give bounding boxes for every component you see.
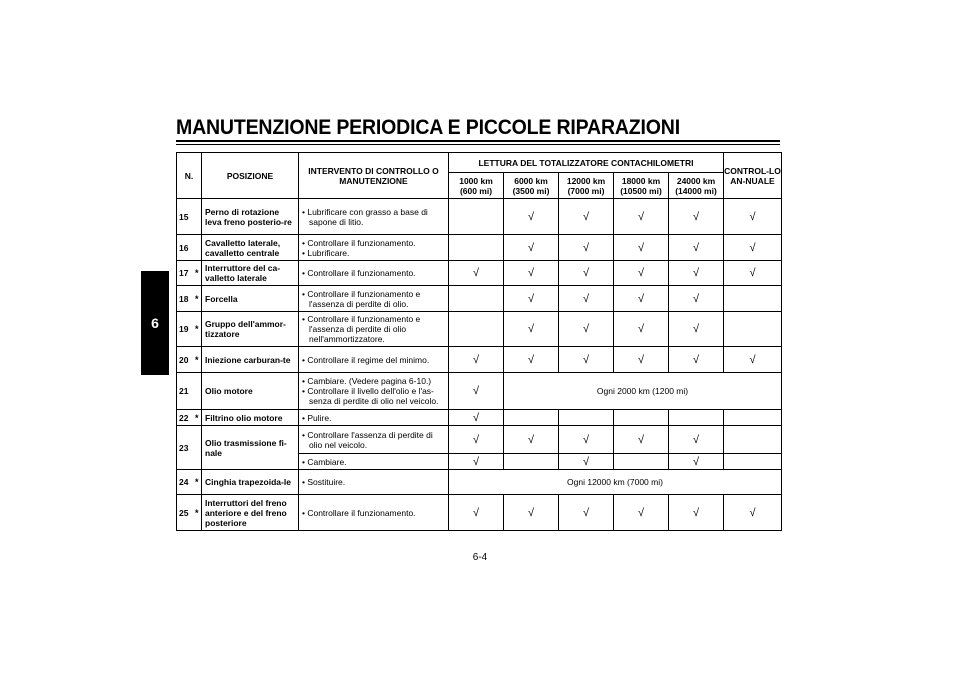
title-rule-thin xyxy=(176,144,780,145)
check-cell xyxy=(724,286,782,312)
action-item: • Lubrificare. xyxy=(302,247,350,258)
action-cell xyxy=(299,286,449,312)
item-position: Perno di rotazione leva freno posterio-re xyxy=(202,199,299,235)
periodic-service-star: * xyxy=(193,261,202,286)
interval-note: Ogni 2000 km (1200 mi) xyxy=(504,373,782,410)
check-cell: √ xyxy=(449,454,504,470)
periodic-service-star: * xyxy=(193,470,202,495)
periodic-service-star xyxy=(193,199,202,235)
check-cell: √ xyxy=(614,261,669,286)
check-cell xyxy=(614,410,669,426)
action-item: • Controllare il funzionamento. xyxy=(302,507,416,518)
action-cell xyxy=(299,199,449,235)
check-cell xyxy=(504,410,559,426)
table-row xyxy=(177,470,782,495)
check-cell: √ xyxy=(559,261,614,286)
table-row xyxy=(177,312,782,347)
action-item: • Sostituire. xyxy=(302,477,346,487)
item-position: Interruttore del ca-valletto laterale xyxy=(202,261,299,286)
title-rule xyxy=(176,140,780,142)
check-cell xyxy=(559,410,614,426)
action-cell xyxy=(299,495,449,531)
check-cell xyxy=(724,410,782,426)
item-number: 15 xyxy=(177,199,193,235)
interval-km: 6000 km xyxy=(514,175,548,186)
check-cell: √ xyxy=(504,261,559,286)
item-number: 22 xyxy=(177,410,193,426)
interval-note: Ogni 12000 km (7000 mi) xyxy=(449,470,782,495)
check-cell: √ xyxy=(669,495,724,531)
item-position: Iniezione carburan-te xyxy=(202,347,299,373)
check-cell: √ xyxy=(559,495,614,531)
action-cell xyxy=(299,410,449,426)
check-cell: √ xyxy=(614,426,669,454)
check-cell: √ xyxy=(504,347,559,373)
action-cell xyxy=(299,235,449,261)
header-n: N. xyxy=(177,153,202,199)
table-row xyxy=(177,286,782,312)
check-cell: √ xyxy=(449,373,504,410)
header-interval xyxy=(614,173,669,199)
check-cell: √ xyxy=(669,454,724,470)
page-number: 6-4 xyxy=(472,552,488,563)
interval-km: 1000 km xyxy=(459,175,493,186)
table-row xyxy=(177,199,782,235)
check-cell: √ xyxy=(504,286,559,312)
action-item: • Controllare il funzionamento. xyxy=(302,268,416,278)
check-cell xyxy=(449,235,504,261)
action-item: • Controllare il funzionamento. xyxy=(302,237,416,248)
item-position: Cavalletto laterale, cavalletto centrale xyxy=(202,235,299,261)
check-cell: √ xyxy=(559,312,614,347)
interval-km: 12000 km xyxy=(566,175,606,186)
table-row xyxy=(177,410,782,426)
check-cell: √ xyxy=(559,347,614,373)
check-cell: √ xyxy=(724,235,782,261)
check-cell: √ xyxy=(669,286,724,312)
action-cell xyxy=(299,454,449,470)
action-item: • Cambiare. (Vedere pagina 6-10.) xyxy=(302,376,432,386)
interval-km: 24000 km xyxy=(676,175,716,186)
check-cell xyxy=(614,454,669,470)
item-position: Olio motore xyxy=(202,373,299,410)
interval-mi: (7000 mi) xyxy=(567,185,605,196)
header-annual-control: CONTROL-LO AN-NUALE xyxy=(724,153,782,199)
check-cell: √ xyxy=(559,454,614,470)
check-cell: √ xyxy=(724,199,782,235)
item-number: 21 xyxy=(177,373,193,410)
action-cell xyxy=(299,261,449,286)
check-cell: √ xyxy=(614,495,669,531)
check-cell: √ xyxy=(614,347,669,373)
action-item: • Controllare il funzionamento e l'assenza di perdite di olio. xyxy=(302,288,421,309)
check-cell: √ xyxy=(559,286,614,312)
periodic-service-star xyxy=(193,426,202,470)
check-cell: √ xyxy=(559,199,614,235)
item-number: 19 xyxy=(177,312,193,347)
check-cell: √ xyxy=(504,495,559,531)
item-number: 23 xyxy=(177,426,193,470)
header-position: POSIZIONE xyxy=(202,153,299,199)
check-cell xyxy=(449,312,504,347)
check-cell: √ xyxy=(724,347,782,373)
check-cell: √ xyxy=(614,312,669,347)
check-cell: √ xyxy=(449,410,504,426)
table-row xyxy=(177,235,782,261)
action-item: • Controllare il regime del minimo. xyxy=(302,354,430,365)
check-cell: √ xyxy=(724,261,782,286)
header-action: INTERVENTO DI CONTROLLO O MANUTENZIONE xyxy=(299,153,449,199)
action-cell xyxy=(299,373,449,410)
table-row xyxy=(177,495,782,531)
item-position: Forcella xyxy=(202,286,299,312)
check-cell: √ xyxy=(669,347,724,373)
item-position: Interruttori del freno anteriore e del freno posteriore xyxy=(202,495,299,531)
table-row xyxy=(177,261,782,286)
check-cell xyxy=(724,454,782,470)
check-cell: √ xyxy=(614,286,669,312)
check-cell: √ xyxy=(614,199,669,235)
table-row xyxy=(177,373,782,410)
action-item: • Lubrificare con grasso a base di sapone di litio. xyxy=(302,206,428,227)
table-row xyxy=(177,426,782,454)
periodic-service-star: * xyxy=(193,410,202,426)
item-position: Filtrino olio motore xyxy=(202,410,299,426)
check-cell xyxy=(504,454,559,470)
header-interval xyxy=(449,173,504,199)
check-cell: √ xyxy=(449,426,504,454)
action-cell xyxy=(299,347,449,373)
check-cell: √ xyxy=(669,426,724,454)
page-title: MANUTENZIONE PERIODICA E PICCOLE RIPARAZIONI xyxy=(176,116,680,139)
item-number: 18 xyxy=(177,286,193,312)
check-cell: √ xyxy=(504,426,559,454)
check-cell: √ xyxy=(669,312,724,347)
check-cell: √ xyxy=(669,261,724,286)
check-cell: √ xyxy=(449,347,504,373)
interval-mi: (600 mi) xyxy=(459,185,493,196)
table-row xyxy=(177,347,782,373)
interval-mi: (14000 mi) xyxy=(675,185,717,196)
action-item: • Cambiare. xyxy=(302,456,347,467)
check-cell: √ xyxy=(559,235,614,261)
interval-mi: (10500 mi) xyxy=(620,185,662,196)
item-number: 25 xyxy=(177,495,193,531)
check-cell xyxy=(724,312,782,347)
action-item: • Pulire. xyxy=(302,412,332,423)
maintenance-table xyxy=(176,152,782,531)
interval-km: 18000 km xyxy=(621,175,661,186)
action-cell xyxy=(299,470,449,495)
periodic-service-star: * xyxy=(193,286,202,312)
interval-mi: (3500 mi) xyxy=(512,185,550,196)
check-cell: √ xyxy=(504,312,559,347)
check-cell: √ xyxy=(669,235,724,261)
chapter-tab: 6 xyxy=(141,271,169,375)
action-item: • Controllare l'assenza di perdite di olio nel veicolo. xyxy=(302,429,433,450)
check-cell xyxy=(724,426,782,454)
item-number: 24 xyxy=(177,470,193,495)
header-interval xyxy=(669,173,724,199)
header-interval xyxy=(504,173,559,199)
header-interval xyxy=(559,173,614,199)
check-cell: √ xyxy=(504,235,559,261)
action-cell xyxy=(299,312,449,347)
action-item: • Controllare il livello dell'olio e l'as-senza di perdite di olio nel veicolo. xyxy=(302,386,439,406)
item-position: Olio trasmissione fi-nale xyxy=(202,426,299,470)
periodic-service-star xyxy=(193,235,202,261)
action-cell xyxy=(299,426,449,454)
check-cell xyxy=(669,410,724,426)
action-item: • Controllare il funzionamento e l'assenza di perdite di olio nell'ammortizzatore. xyxy=(302,314,421,344)
check-cell: √ xyxy=(449,495,504,531)
item-position: Gruppo dell'ammor-tizzatore xyxy=(202,312,299,347)
periodic-service-star: * xyxy=(193,347,202,373)
check-cell: √ xyxy=(504,199,559,235)
check-cell xyxy=(449,199,504,235)
periodic-service-star: * xyxy=(193,495,202,531)
check-cell: √ xyxy=(724,495,782,531)
check-cell xyxy=(449,286,504,312)
header-odometer: LETTURA DEL TOTALIZZATORE CONTACHILOMETRI xyxy=(449,153,724,173)
item-position: Cinghia trapezoida-le xyxy=(202,470,299,495)
periodic-service-star xyxy=(193,373,202,410)
periodic-service-star: * xyxy=(193,312,202,347)
item-number: 16 xyxy=(177,235,193,261)
check-cell: √ xyxy=(559,426,614,454)
item-number: 20 xyxy=(177,347,193,373)
check-cell: √ xyxy=(449,261,504,286)
check-cell: √ xyxy=(669,199,724,235)
item-number: 17 xyxy=(177,261,193,286)
check-cell: √ xyxy=(614,235,669,261)
